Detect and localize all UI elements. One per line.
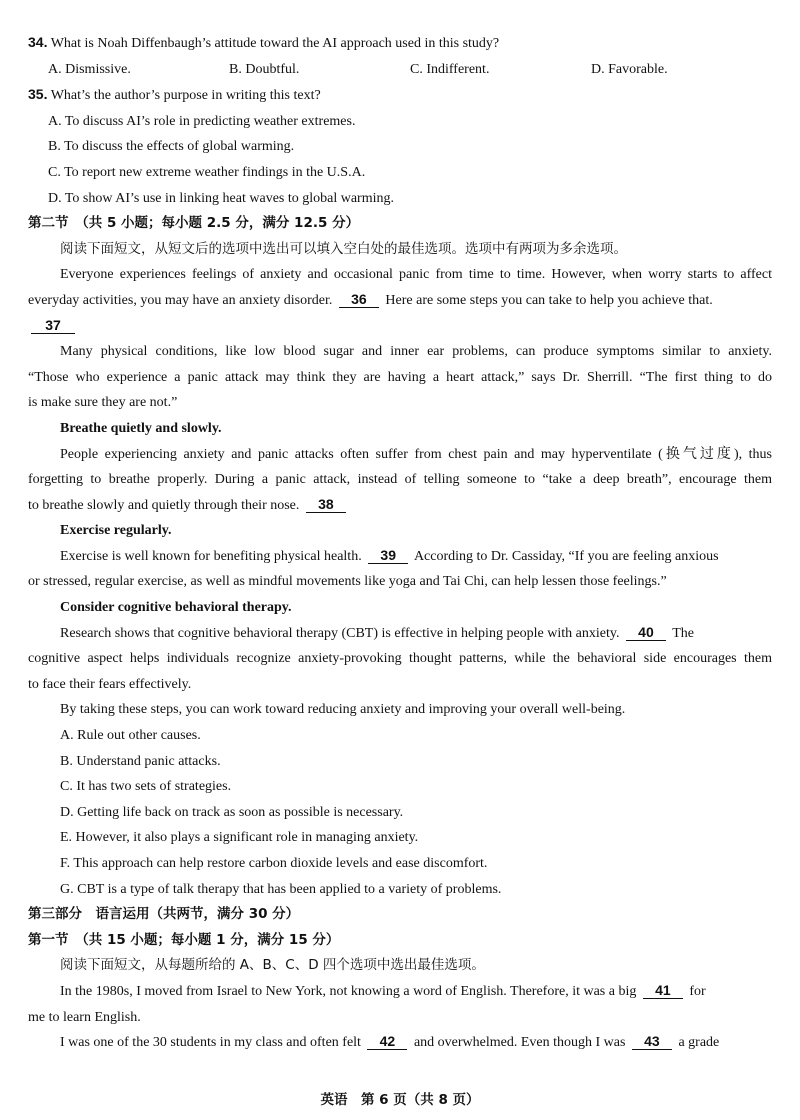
passage-text: Here are some steps you can take to help you achieve that. [385, 292, 713, 308]
passage-text: The [672, 625, 694, 641]
option-a: A. Dismissive. [48, 61, 131, 77]
passage-heading: Breathe quietly and slowly. [60, 420, 222, 436]
passage-text: I was one of the 30 students in my class and often felt [60, 1035, 361, 1051]
section-instruction: 阅读下面短文，从短文后的选项中选出可以填入空白处的最佳选项。选项中有两项为多余选项。 [60, 240, 627, 257]
passage-line: Everyone experiences feelings of anxiety and occasional panic from time to time. However, when worry starts to affect [60, 267, 772, 283]
option-e: E. However, it also plays a significant role in managing anxiety. [60, 830, 419, 846]
passage-line: me to learn English. [28, 1009, 141, 1025]
passage-text: everyday activities, you may have an anxiety disorder. [28, 292, 333, 308]
option-c: C. It has two sets of strategies. [60, 779, 232, 795]
section-instruction: 阅读下面短文，从每题所给的 A、B、C、D 四个选项中选出最佳选项。 [60, 957, 485, 974]
option-a: A. Rule out other causes. [60, 728, 201, 744]
option-f: F. This approach can help restore carbon dioxide levels and ease discomfort. [60, 856, 488, 871]
blank-40: 40 [626, 624, 666, 641]
passage-line [28, 314, 772, 340]
passage-text: for [689, 983, 706, 999]
passage-line: or stressed, regular exercise, as well as mindful movements like yoga and Tai Chi, can help lessen those feelings.” [28, 574, 667, 590]
passage-line [28, 544, 772, 570]
passage-line: Many physical conditions, like low blood sugar and inner ear problems, can produce symptoms similar to anxiety. [60, 344, 772, 360]
question-34 [28, 30, 772, 57]
blank-37: 37 [31, 317, 75, 334]
section-header: 第二节 （共 5 小题；每小题 2.5 分，满分 12.5 分） [28, 215, 360, 232]
passage-line: People experiencing anxiety and panic attacks often suffer from chest pain and may hyperventilate (换气过度), thus [60, 446, 772, 462]
page-footer: 英语 第 6 页（共 8 页） [320, 1092, 480, 1108]
blank-41: 41 [643, 982, 683, 999]
passage-text: Exercise is well known for benefiting physical health. [60, 548, 362, 564]
passage-line [28, 288, 772, 314]
passage-line: “Those who experience a panic attack may think they are having a heart attack,” says Dr. Sherrill. “The first thing to do [28, 369, 772, 385]
option-b: B. Doubtful. [229, 61, 300, 77]
passage-text: and overwhelmed. Even though I was [413, 1035, 626, 1051]
passage-heading: Consider cognitive behavioral therapy. [60, 600, 292, 616]
question-number: 34. [28, 34, 48, 50]
part-header: 第三部分 语言运用（共两节，满分 30 分） [28, 906, 300, 923]
blank-36: 36 [339, 291, 379, 308]
passage-line: forgetting to breathe properly. During a panic attack, instead of telling someone to “take a deep breath”, encourage them [28, 472, 772, 488]
option-d: D. Favorable. [591, 61, 668, 77]
passage-text: In the 1980s, I moved from Israel to New York, not knowing a word of English. Therefore, it was a big [60, 983, 637, 999]
blank-38: 38 [306, 496, 346, 513]
option-a: A. To discuss AI’s role in predicting weather extremes. [48, 113, 356, 129]
option-d: D. To show AI’s use in linking heat waves to global warming. [48, 190, 395, 206]
blank-39: 39 [368, 547, 408, 564]
passage-line: By taking these steps, you can work toward reducing anxiety and improving your overall well-being. [60, 702, 626, 718]
passage-text: According to Dr. Cassiday, “If you are feeling anxious [413, 548, 719, 564]
question-35 [28, 82, 772, 109]
passage-text: a grade [678, 1035, 720, 1051]
passage-line: to face their fears effectively. [28, 676, 192, 692]
blank-42: 42 [367, 1033, 407, 1050]
passage-line [28, 621, 772, 647]
option-b: B. To discuss the effects of global warming. [48, 139, 295, 155]
question-stem: What’s the author’s purpose in writing this text? [50, 88, 321, 104]
passage-line: is make sure they are not.” [28, 395, 178, 411]
question-34-options [28, 57, 772, 83]
passage-line [28, 979, 772, 1005]
passage-line [28, 493, 772, 519]
passage-text: Research shows that cognitive behavioral therapy (CBT) is effective in helping people with anxiety. [60, 625, 620, 641]
option-c: C. Indifferent. [410, 61, 490, 77]
section-header: 第一节 （共 15 小题；每小题 1 分，满分 15 分） [28, 931, 340, 948]
question-stem: What is Noah Diffenbaugh’s attitude toward the AI approach used in this study? [50, 36, 500, 51]
passage-line [28, 1030, 772, 1056]
option-b: B. Understand panic attacks. [60, 753, 221, 769]
passage-line: cognitive aspect helps individuals recognize anxiety-provoking thought patterns, while the behavioral side encourages them [28, 651, 772, 667]
blank-43: 43 [632, 1033, 672, 1050]
passage-text: to breathe slowly and quietly through their nose. [28, 497, 300, 513]
option-c: C. To report new extreme weather findings in the U.S.A. [48, 164, 366, 180]
option-g: G. CBT is a type of talk therapy that has been applied to a variety of problems. [60, 881, 502, 897]
passage-heading: Exercise regularly. [60, 523, 172, 539]
question-number: 35. [28, 86, 48, 103]
option-d: D. Getting life back on track as soon as possible is necessary. [60, 804, 404, 820]
